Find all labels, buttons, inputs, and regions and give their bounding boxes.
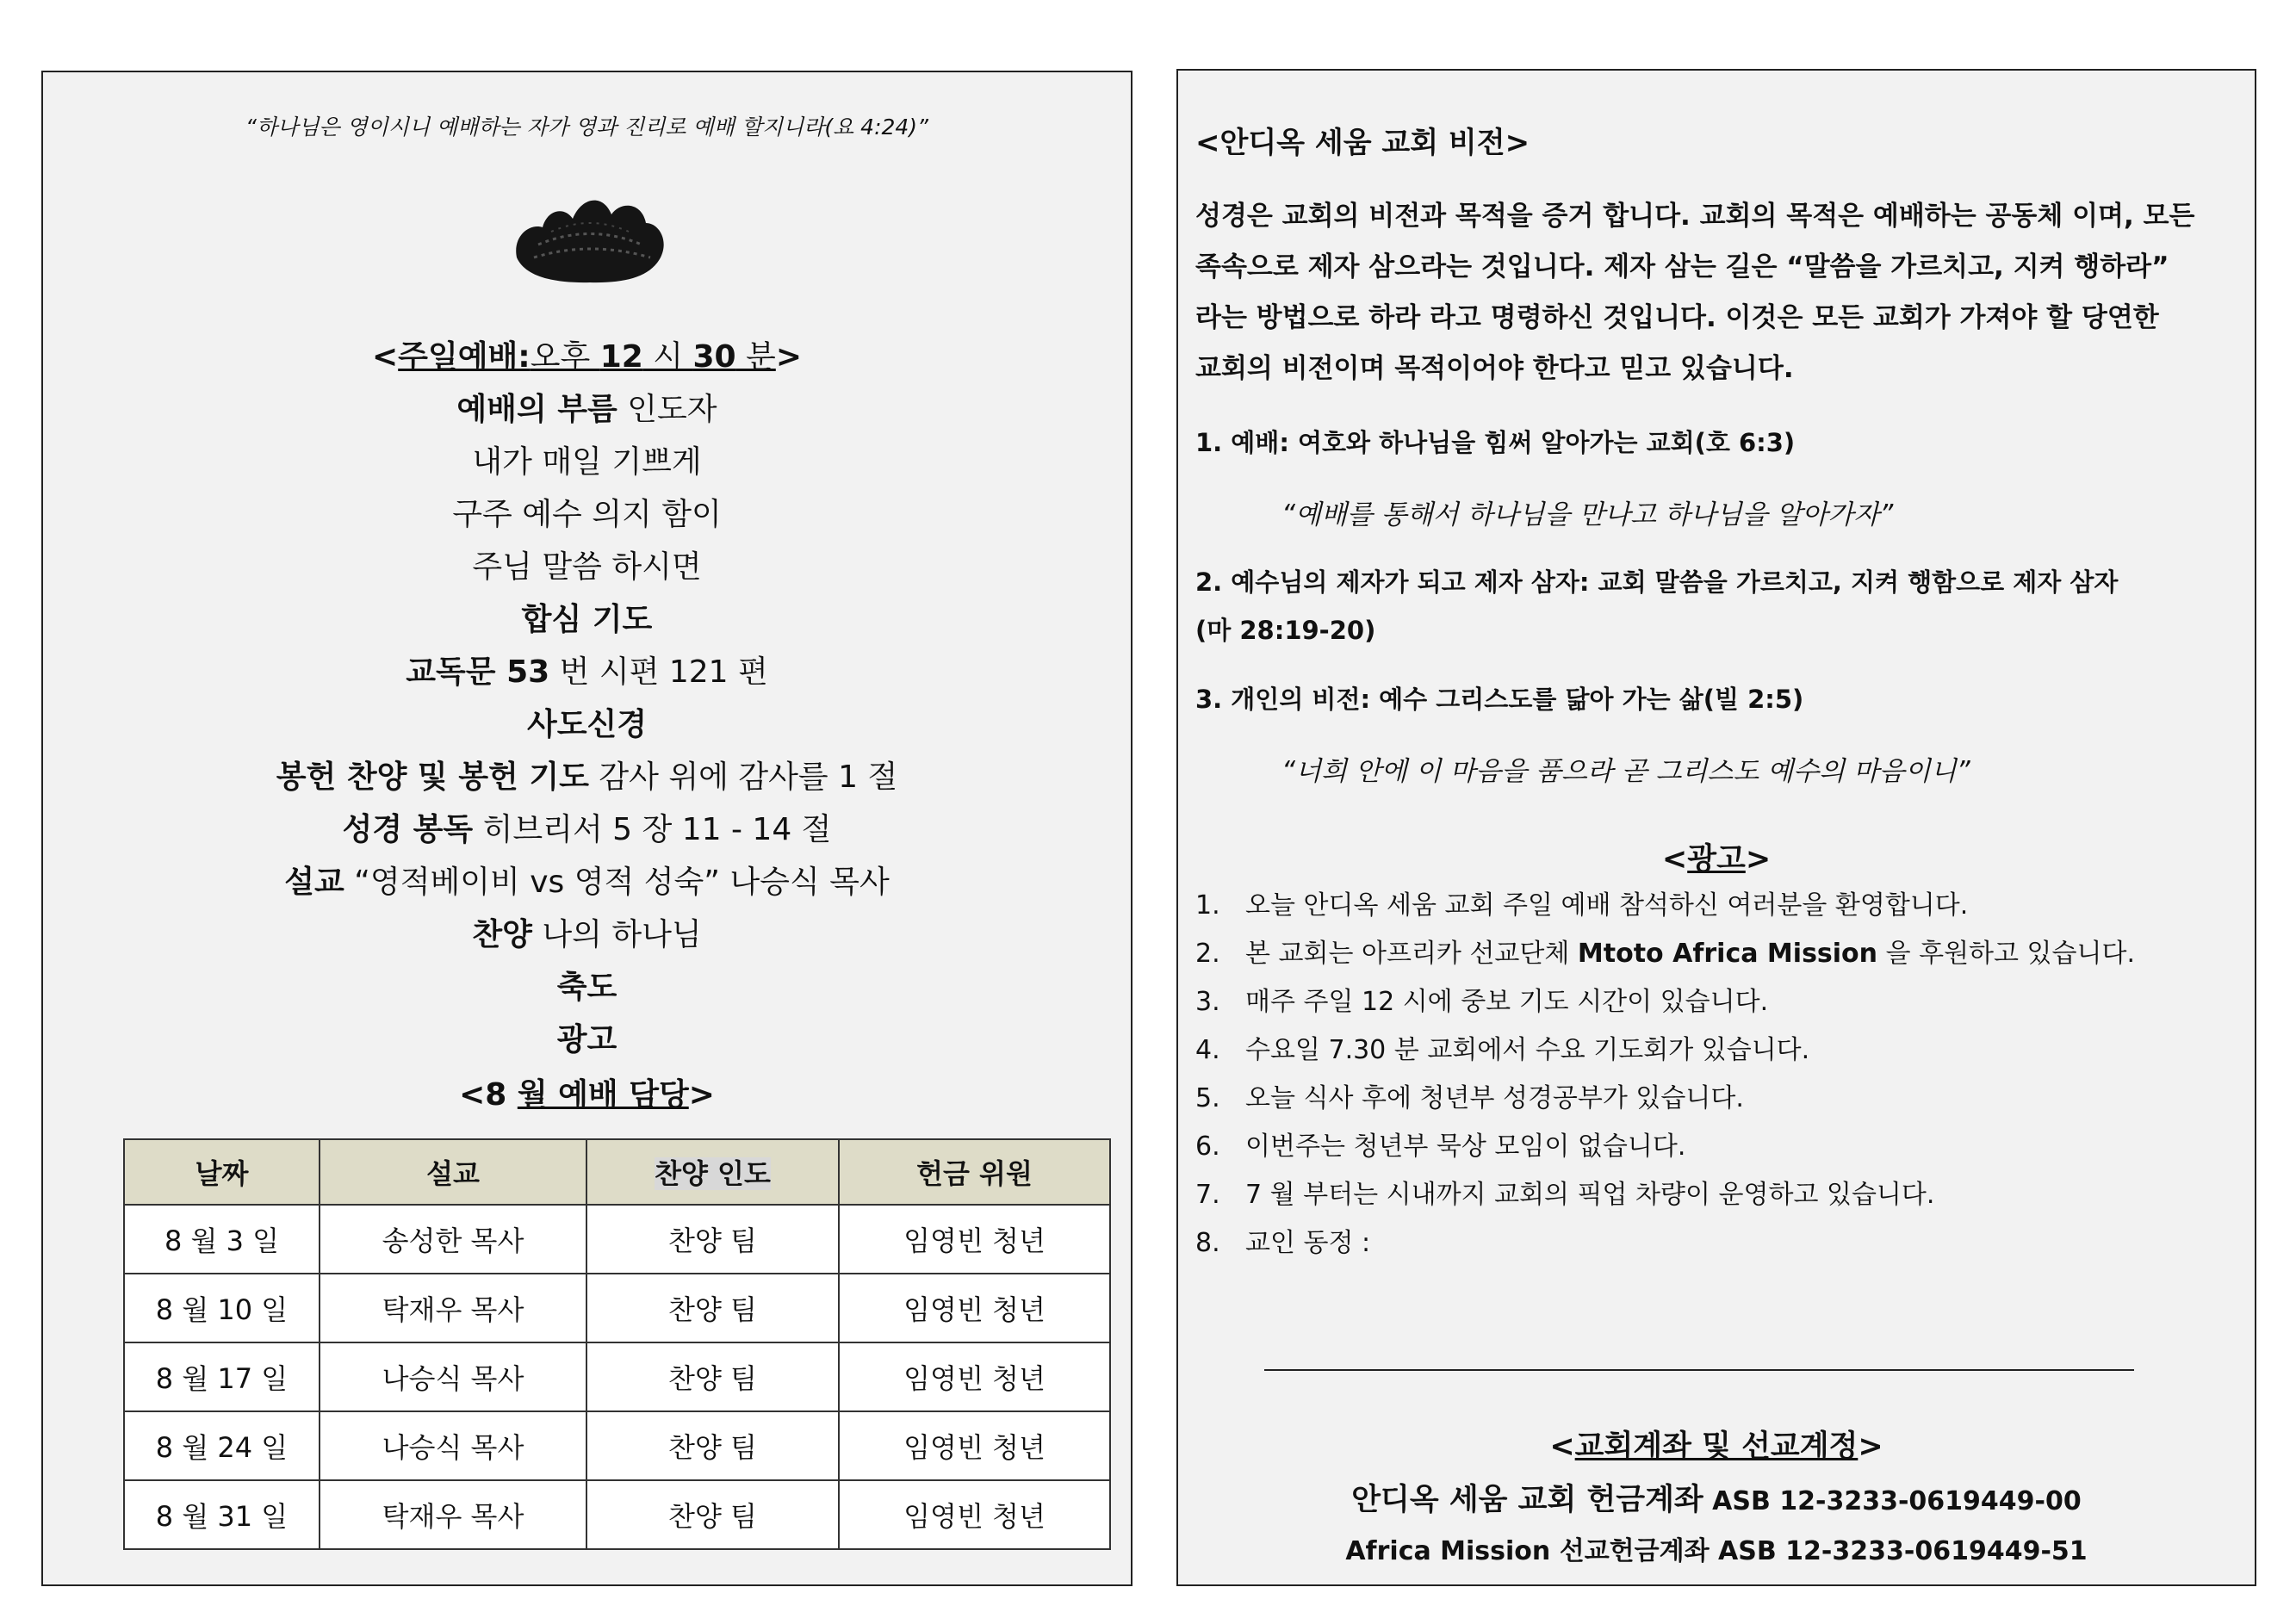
- cell-sermon: 탁재우 목사: [320, 1274, 586, 1342]
- worship-order: [43, 331, 1131, 1125]
- order-item: 찬양 나의 하나님: [472, 917, 702, 952]
- list-item: 7. 7 월 부터는 시내까지 교회의 픽업 차량이 운영하고 있습니다.: [1195, 1180, 1935, 1210]
- cell-praise: 찬양 팀: [586, 1342, 839, 1411]
- list-item: 6. 이번주는 청년부 묵상 모임이 없습니다.: [1195, 1132, 1686, 1162]
- order-item: 축도: [556, 970, 617, 1005]
- divider: [1264, 1369, 2134, 1371]
- order-item: 봉헌 찬양 및 봉헌 기도 감사 위에 감사를 1 절: [276, 760, 898, 795]
- cell-sermon: 나승식 목사: [320, 1411, 586, 1480]
- vision-item-1: 1. 예배: 여호와 하나님을 힘써 알아가는 교회(호 6:3): [1195, 428, 1796, 457]
- cell-date: 8 월 10 일: [124, 1274, 320, 1342]
- order-item: 내가 매일 기쁘게: [472, 444, 702, 480]
- header-praise-lead: 찬양 인도: [586, 1139, 839, 1205]
- table-row: [124, 1411, 1110, 1480]
- list-item: 4. 수요일 7.30 분 교회에서 수요 기도회가 있습니다.: [1195, 1035, 1810, 1065]
- vision-line: 성경은 교회의 비전과 목적을 증거 합니다. 교회의 목적은 예배하는 공동체 이며, 모든: [1195, 201, 2195, 232]
- church-emblem-icon: [504, 176, 676, 288]
- vision-paragraph: [1195, 191, 2229, 394]
- scripture-quote: “하나님은 영이시니 예배하는 자가 영과 진리로 예배 할지니라(요 4:24)”: [245, 115, 929, 140]
- cell-date: 8 월 24 일: [124, 1411, 320, 1480]
- header-offering: 헌금 위원: [839, 1139, 1110, 1205]
- list-item: 8. 교인 동정 :: [1195, 1228, 1371, 1258]
- table-row: [124, 1480, 1110, 1549]
- vision-item-2: 2. 예수님의 제자가 되고 제자 삼자: 교회 말씀을 가르치고, 지켜 행함으로 제자 삼자: [1195, 567, 2119, 597]
- header-date: 날짜: [124, 1139, 320, 1205]
- order-item: 주님 말씀 하시면: [472, 549, 702, 585]
- vision-title: <안디옥 세움 교회 비전>: [1195, 126, 1530, 160]
- table-row: [124, 1274, 1110, 1342]
- schedule-title: <8 월 예배 담당>: [459, 1077, 715, 1113]
- church-offering-account: 안디옥 세움 교회 헌금계좌 ASB 12-3233-0619449-00: [1351, 1483, 2082, 1517]
- announcements-title: <광고>: [1661, 842, 1772, 877]
- cell-sermon: 송성한 목사: [320, 1205, 586, 1274]
- cell-praise: 찬양 팀: [586, 1480, 839, 1549]
- table-header-row: [124, 1139, 1110, 1205]
- cell-praise: 찬양 팀: [586, 1411, 839, 1480]
- order-item: 구주 예수 의지 함이: [452, 497, 722, 532]
- cell-offering: 임영빈 청년: [839, 1205, 1110, 1274]
- cell-offering: 임영빈 청년: [839, 1411, 1110, 1480]
- cell-date: 8 월 31 일: [124, 1480, 320, 1549]
- order-item: 교독문 53 번 시편 121 편: [406, 654, 768, 690]
- vision-line: 교회의 비전이며 목적이어야 한다고 믿고 있습니다.: [1195, 353, 1794, 384]
- worship-order-panel: [41, 71, 1132, 1586]
- church-vision-panel: [1176, 69, 2256, 1586]
- order-item: 예배의 부름 인도자: [456, 392, 717, 427]
- table-row: [124, 1205, 1110, 1274]
- list-item: 5. 오늘 식사 후에 청년부 성경공부가 있습니다.: [1195, 1083, 1744, 1113]
- vision-item-3: 3. 개인의 비전: 예수 그리스도를 닮아 가는 삶(빌 2:5): [1195, 685, 1804, 714]
- service-time: <주일예배:오후 12 시 30 분>: [372, 339, 802, 375]
- cell-offering: 임영빈 청년: [839, 1480, 1110, 1549]
- cell-offering: 임영빈 청년: [839, 1342, 1110, 1411]
- cell-sermon: 나승식 목사: [320, 1342, 586, 1411]
- order-item: 설교 “영적베이비 vs 영적 성숙” 나승식 목사: [284, 865, 890, 900]
- list-item: 2. 본 교회는 아프리카 선교단체 Mtoto Africa Mission 을 후원하고 있습니다.: [1195, 939, 2135, 969]
- cell-sermon: 탁재우 목사: [320, 1480, 586, 1549]
- order-item: 광고: [556, 1022, 617, 1057]
- cell-praise: 찬양 팀: [586, 1274, 839, 1342]
- list-item: 1. 오늘 안디옥 세움 교회 주일 예배 참석하신 여러분을 환영합니다.: [1195, 890, 1969, 921]
- vision-verse-1: “예배를 통해서 하나님을 만나고 하나님을 알아가자”: [1281, 499, 1894, 530]
- vision-line: 족속으로 제자 삼으라는 것입니다. 제자 삼는 길은 “말씀을 가르치고, 지켜 행하라”: [1195, 251, 2169, 282]
- august-schedule-table: [123, 1138, 1111, 1550]
- order-item: 합심 기도: [521, 602, 653, 637]
- cell-date: 8 월 17 일: [124, 1342, 320, 1411]
- header-sermon: 설교: [320, 1139, 586, 1205]
- cell-offering: 임영빈 청년: [839, 1274, 1110, 1342]
- order-item: 사도신경: [526, 707, 648, 742]
- accounts-title: <교회계좌 및 선교계정>: [1549, 1429, 1883, 1464]
- cell-praise: 찬양 팀: [586, 1205, 839, 1274]
- vision-verse-3: “너희 안에 이 마음을 품으라 곧 그리스도 예수의 마음이니”: [1281, 756, 1970, 787]
- vision-line: 라는 방법으로 하라 라고 명령하신 것입니다. 이것은 모든 교회가 가져야 할 당연한: [1195, 302, 2159, 333]
- cell-date: 8 월 3 일: [124, 1205, 320, 1274]
- mission-offering-account: Africa Mission 선교헌금계좌 ASB 12-3233-0619449-51: [1345, 1536, 2088, 1566]
- announcement-list: [1195, 882, 2246, 1268]
- table-row: [124, 1342, 1110, 1411]
- list-item: 3. 매주 주일 12 시에 중보 기도 시간이 있습니다.: [1195, 987, 1769, 1017]
- vision-item-2-ref: (마 28:19-20): [1195, 616, 1376, 645]
- order-item: 성경 봉독 히브리서 5 장 11 - 14 절: [342, 812, 832, 847]
